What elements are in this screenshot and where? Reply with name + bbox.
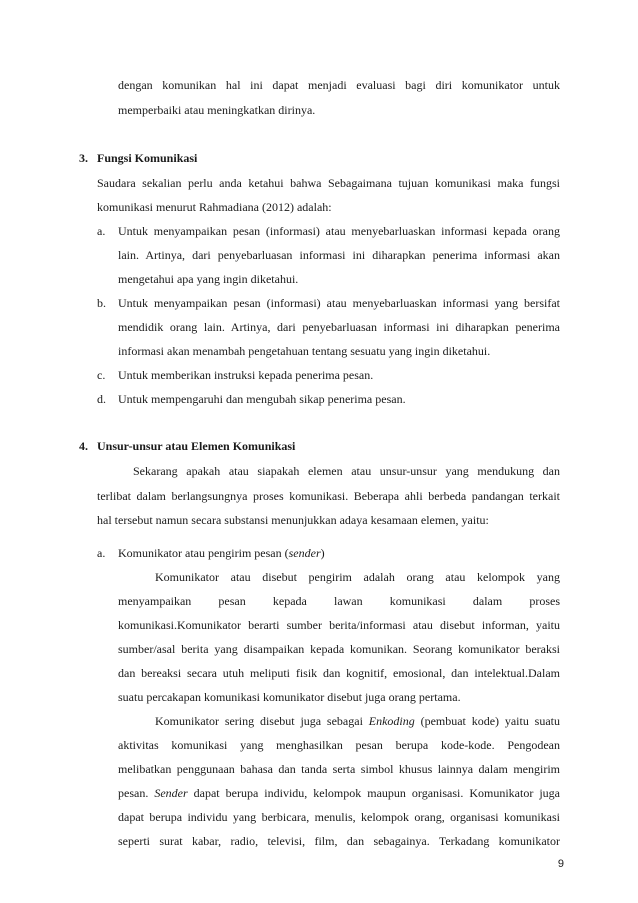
list-item-line: Untuk menyampaikan pesan (informasi) atau menyebarluaskan informasi kepada orang <box>118 224 560 238</box>
paragraph-line: aktivitas komunikasi yang menghasilkan pesan berupa kode-kode. Pengodean <box>118 738 560 752</box>
list-item-label: c. <box>97 368 106 382</box>
paragraph-line: suatu percakapan komunikasi komunikator disebut juga orang pertama. <box>118 690 461 704</box>
section-3-intro-line-1: Saudara sekalian perlu anda ketahui bahwa Sebagaimana tujuan komunikasi maka fungsi <box>97 176 560 190</box>
list-item-line: mengetahui apa yang ingin diketahui. <box>118 272 299 286</box>
paragraph-line: komunikasi.Komunikator berarti sumber berita/informasi atau disebut informan, yaitu <box>118 618 560 632</box>
section-4-intro-line: Sekarang apakah atau siapakah elemen atau unsur-unsur yang mendukung dan <box>133 464 560 478</box>
paragraph-line: dapat berupa individu yang berbicara, menulis, kelompok orang, organisasi komunikasi <box>118 810 560 824</box>
sub-item-label: a. <box>97 546 106 560</box>
section-4-intro-line: terlibat dalam berlangsungnya proses komunikasi. Beberapa ahli berbeda pandangan terkait <box>97 489 560 503</box>
paragraph-line: Komunikator atau disebut pengirim adalah orang atau kelompok yang <box>155 570 560 584</box>
list-item-line: lain. Artinya, dari penyebarluasan informasi ini diharapkan penerima informasi akan <box>118 248 560 262</box>
section-3-number: 3. <box>79 151 88 165</box>
paragraph-line: pesan. Sender dapat berupa individu, kelompok maupun organisasi. Komunikator juga <box>118 786 560 800</box>
section-4-intro-line: hal tersebut namun secara substansi menunjukkan adaya kesamaan elemen, yaitu: <box>97 513 489 527</box>
section-3-title: Fungsi Komunikasi <box>97 151 198 165</box>
section-3-intro-line-2: komunikasi menurut Rahmadiana (2012) adalah: <box>97 200 332 214</box>
section-4-number: 4. <box>79 439 88 453</box>
paragraph-line: Komunikator sering disebut juga sebagai Enkoding (pembuat kode) yaitu suatu <box>155 714 561 728</box>
list-item-label: d. <box>97 392 106 406</box>
paragraph-line: sumber/asal berita yang disampaikan kepada komunikan. Seorang komunikator beraksi <box>118 642 560 656</box>
list-item-line: Untuk menyampaikan pesan (informasi) atau menyebarluaskan informasi yang bersifat <box>118 296 560 310</box>
page-number: 9 <box>557 858 564 870</box>
list-item-label: b. <box>97 296 106 310</box>
list-item-line: informasi akan menambah pengetahuan tentang sesuatu yang ingin diketahui. <box>118 344 491 358</box>
intro-line-2: memperbaiki atau meningkatkan dirinya. <box>118 103 316 117</box>
list-item-line: mendidik orang lain. Artinya, dari penyebarluasan informasi ini diharapkan penerima <box>118 320 560 334</box>
paragraph-line: seperti surat kabar, radio, televisi, film, dan sebagainya. Terkadang komunikator <box>118 834 560 848</box>
list-item-line: Untuk memberikan instruksi kepada penerima pesan. <box>118 368 374 382</box>
paragraph-line: dan bereaksi secara utuh meliputi fisik dan kognitif, emosional, dan intelektual.Dalam <box>118 666 560 680</box>
paragraph-line: melibatkan penggunaan bahasa dan tanda serta simbol khusus lainnya dalam mengirim <box>118 762 560 776</box>
list-item-label: a. <box>97 224 106 238</box>
section-4-title: Unsur-unsur atau Elemen Komunikasi <box>97 439 296 453</box>
paragraph-line: menyampaikan pesan kepada lawan komunikasi dalam proses <box>118 594 560 608</box>
intro-line-1: dengan komunikan hal ini dapat menjadi evaluasi bagi diri komunikator untuk <box>118 78 560 92</box>
sub-item-title: Komunikator atau pengirim pesan (sender) <box>118 546 325 560</box>
list-item-line: Untuk mempengaruhi dan mengubah sikap penerima pesan. <box>118 392 406 406</box>
